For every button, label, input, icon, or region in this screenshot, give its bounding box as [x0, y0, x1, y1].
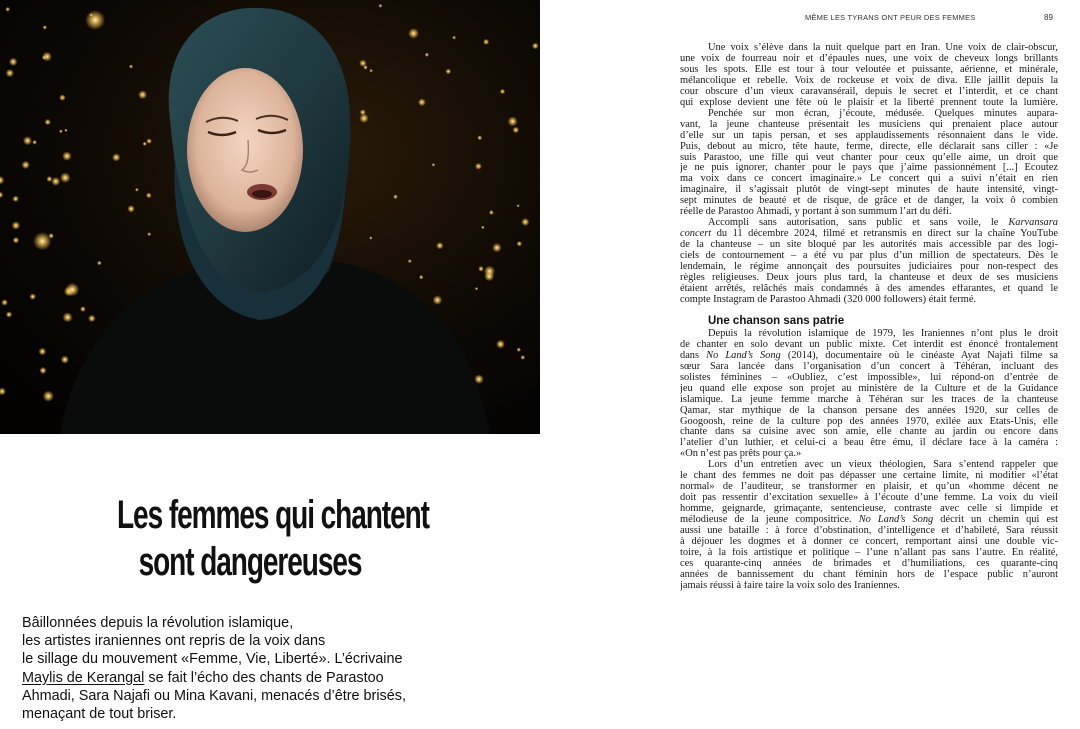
sparkle — [425, 53, 429, 57]
sparkle — [520, 355, 525, 360]
sparkle — [143, 142, 147, 146]
sparkle — [29, 293, 36, 300]
standfirst-line: menaçant de tout briser. — [22, 706, 177, 723]
sparkle — [489, 210, 494, 215]
sparkle — [452, 36, 456, 40]
sparkle — [39, 348, 47, 356]
sparkle — [135, 188, 139, 192]
sparkle — [129, 64, 133, 68]
sparkle — [112, 153, 120, 161]
headline-line: sont dangereuses — [138, 540, 362, 584]
face-shape — [187, 68, 303, 232]
sparkle — [42, 55, 46, 59]
sparkle — [66, 283, 80, 297]
sparkle — [43, 391, 54, 402]
sparkle — [475, 287, 478, 290]
running-head: MÊME LES TYRANS ONT PEUR DES FEMMES — [805, 13, 976, 22]
left-page-text — [0, 434, 540, 729]
sparkle — [146, 193, 152, 199]
sparkle — [45, 119, 51, 125]
sparkle — [478, 266, 484, 272]
sparkle — [521, 218, 529, 226]
sparkle — [483, 39, 489, 45]
singer-photo-icon — [0, 0, 540, 434]
sparkle — [64, 129, 67, 132]
sparkle — [436, 242, 443, 249]
sparkle — [517, 241, 523, 247]
sparkle — [146, 138, 152, 144]
sparkle — [393, 194, 398, 199]
sparkle — [408, 259, 412, 263]
page-number: 89 — [1044, 13, 1053, 22]
sparkle — [22, 161, 30, 169]
sparkle — [419, 275, 424, 280]
standfirst — [22, 614, 522, 723]
singer-photo — [0, 0, 540, 434]
sparkle — [147, 232, 151, 236]
standfirst-line: Ahmadi, Sara Najafi ou Mina Kavani, menacés d’être brisés, — [22, 687, 406, 704]
standfirst-line: Bâillonnées depuis la révolution islamique, — [22, 615, 294, 631]
sparkle — [12, 196, 19, 203]
paragraph: Lors d’un entretien avec un vieux théologien, Sara s’entend rappeler que le chant des femmes ne doit pas dépasser une certaine limite, ni modifier «l’état normal» de l’auditeur, se transformer en plaisir, et qu’un «homme décent ne doit pas ressentir d’excitation sexuelle» à l’écoute d’une femme. La voix du vieil homme, geignarde, grimaçante, sentencieuse, contraste avec celle si limpide et mélodieuse de la jeune compositrice. No Land’s Song décrit un chemin qui est aussi une bataille : à force d’obstination, d’intelligence et d’habileté, Sara réussit à déjouer les dogmes et à donner ce concert, remportant ainsi une double vic- toire, à la fois artistique et politique – l’une n’allant pas sans l’autre. En réalité, ces quarante-cinq années de brimades et d’humiliations, ces quarante-cinq années de bannissement du chant féminin hors de l’espace public n’auront jamais réussi à faire taire la voix solo des Iraniennes. — [680, 460, 1058, 591]
sparkle — [85, 10, 105, 30]
sparkle — [62, 151, 72, 161]
sparkle — [532, 43, 539, 50]
sparkle — [138, 90, 147, 99]
sparkle — [517, 348, 521, 352]
paragraph: Une voix s’élève dans la nuit quelque part en Iran. Une voix de clair-obscur, une voix de fourreau noir et d’épaules nues, une voix de cheveux longs brillants sous les spots. Elle est tour à tour veloutée et puissante, aérienne, et minérale, mélancolique et rebelle. Voix de rockeuse et voix de diva. Elle jaillit depuis la cour obscure d’un vieux caravansérail, depuis le secret et l’interdit, et ce chant qui explose devient une fête où le plaisir et la liberté prennent toute la lumière. — [680, 43, 1058, 108]
sparkle — [500, 89, 505, 94]
sparkle — [97, 261, 102, 266]
sparkle — [496, 340, 505, 349]
sparkle — [477, 135, 482, 140]
sparkle — [517, 204, 520, 207]
sparkle — [378, 4, 382, 8]
sparkle — [61, 356, 69, 364]
article-body — [680, 43, 1058, 592]
sparkle — [363, 65, 368, 70]
sparkle — [6, 311, 12, 317]
sparkle — [418, 98, 426, 106]
sparkle — [481, 226, 485, 230]
sparkle — [508, 116, 518, 126]
sparkle — [433, 295, 443, 305]
headline-line: Les femmes qui chantent — [117, 493, 429, 537]
sparkle — [432, 163, 436, 167]
sparkle — [13, 237, 20, 244]
sparkle — [51, 177, 60, 186]
article-headline — [117, 492, 429, 586]
sparkle — [9, 58, 18, 67]
sparkle — [513, 127, 520, 134]
sparkle — [32, 140, 37, 145]
paragraph: Penchée sur mon écran, j’écoute, médusée. Quelques minutes aupara- vant, la jeune chanteuse présentait les musiciens qui prenaient place autour d’elle sur un tapis persan, et ses applaudissements résonnaient dans le vide. Puis, debout au micro, tête haute, ferme, directe, elle déclarait sans ciller : «Je suis Parastoo, une fille qui veut chanter pour ceux qu’elle aime, un droit que je ne puis ignorer, chanter pour le pays que j’aime passionnément [...] Écoutez ma voix dans ce concert imaginaire.» Le concert qui a suivi n’était en rien imaginaire, il s’agissait plutôt de vingt-sept minutes de haute intensité, vingt- sept minutes de beauté et de risque, de grâce et de danger, la voix ô combien réelle de Parastoo Ahmadi, y portant à son summum l’art du défi. — [680, 108, 1058, 218]
sparkle — [1, 299, 8, 306]
sparkle — [59, 129, 63, 133]
section-subhead: Une chanson sans patrie — [708, 314, 845, 327]
sparkle — [484, 271, 494, 281]
sparkle — [59, 94, 66, 101]
sparkle — [12, 221, 21, 230]
sparkle — [6, 69, 14, 77]
sparkle — [43, 25, 47, 29]
sparkle — [80, 306, 86, 312]
sparkle — [492, 243, 501, 252]
standfirst-line: le sillage du mouvement «Femme, Vie, Liberté». L’écrivaine — [22, 651, 403, 668]
author-name: Maylis de Kerangal — [22, 669, 145, 686]
sparkle — [46, 176, 52, 182]
sparkle — [88, 315, 96, 323]
sparkle — [63, 312, 73, 322]
sparkle — [369, 236, 372, 239]
sparkle — [127, 205, 135, 213]
sparkle — [475, 163, 482, 170]
paragraph: Depuis la révolution islamique de 1979, les Iraniennes n’ont plus le droit de chanter en solo devant un public mixte. Cet interdit est énoncé frontalement dans No Land’s Song (2014), documentaire où le cinéaste Ayat Najafi filme sa sœur Sara lancée dans l’organisation d’un concert à Téhéran, incluant des solistes féminines – «Oubliez, c’est impossible», lui répond-on d’entrée de jeu quand elle expose son projet au ministère de la Culture et de la Guidance islamique. La jeune femme marche à Téhéran sur les traces de la chanteuse Qamar, star mythique de la chanson persane des années 1920, sur celles de Googoosh, reine de la culture pop des années 1970, exilée aux États-Unis, elle chante dans sa cuisine avec son amie, elle chante au jardin ou encore dans l’atelier d’un luthier, et celui-ci a beau être ému, il déclare face à la caméra : «On n’est pas prêts pour ça.» — [680, 328, 1058, 460]
paragraph: Accompli sans autorisation, sans public et sans voile, le Karvansara concert du 11 décembre 2024, filmé et retransmis en direct sur la chaîne YouTube de la chanteuse – un site bloqué par les autorités mais accessible par des logi- ciels de contournement – a été vu par plus d’un million de spectateurs. Dès le lendemain, le régime annonçait des poursuites judiciaires pour non-respect des règles religieuses. Deux jours plus tard, la chanteuse et deux de ses musiciens étaient arrêtés, relâchés mais condamnés à des amendes effarantes, et quand le compte Instagram de Parastoo Ahmadi (320 000 followers) était fermé. — [680, 218, 1058, 305]
sparkle — [445, 69, 451, 75]
sparkle — [408, 28, 419, 39]
sparkle — [89, 13, 93, 17]
sparkle — [5, 7, 10, 12]
sparkle — [23, 136, 32, 145]
sparkle — [60, 172, 71, 183]
sparkle — [33, 232, 51, 250]
standfirst-line: les artistes iraniennes ont repris de la voix dans — [22, 633, 326, 650]
sparkle — [369, 69, 373, 73]
sparkle — [359, 114, 368, 123]
sparkle — [39, 367, 46, 374]
standfirst-line: Maylis de Kerangal se fait l’écho des chants de Parastoo — [22, 669, 384, 686]
